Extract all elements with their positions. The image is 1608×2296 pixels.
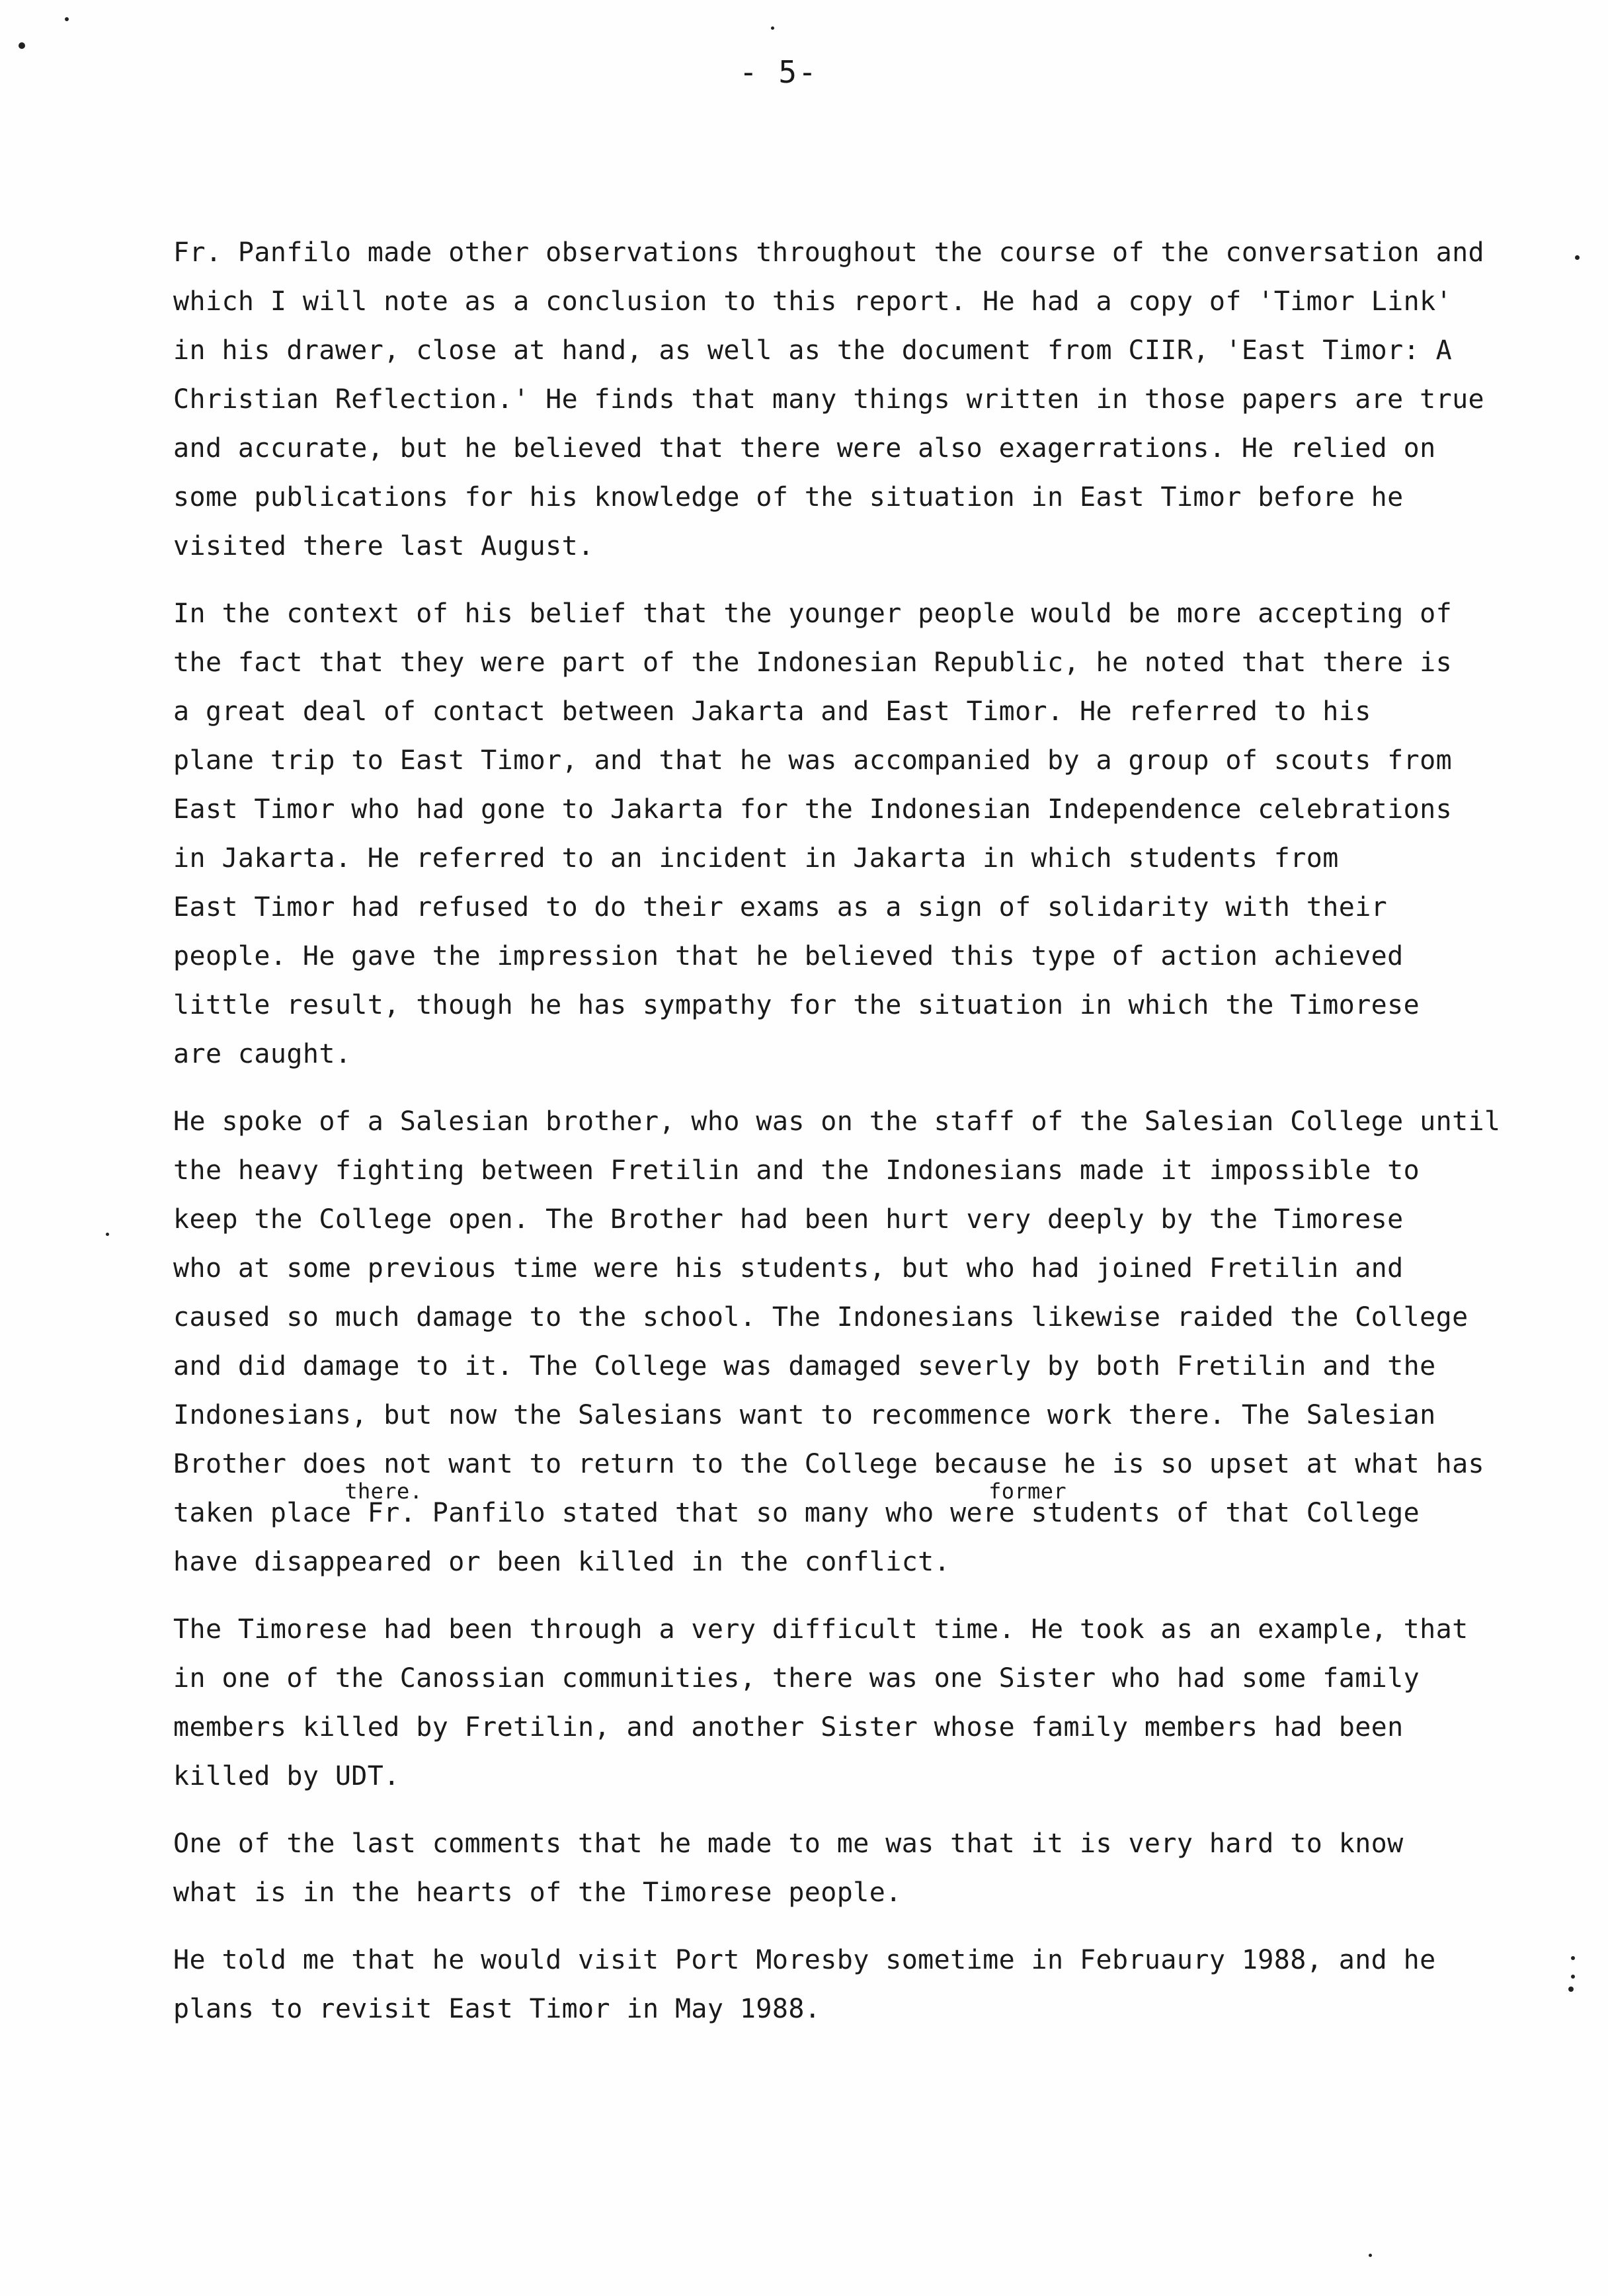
paragraph-3 (173, 1097, 1535, 1586)
paragraph-2 (173, 589, 1535, 1079)
paragraph-6 (173, 1936, 1535, 2033)
scan-speck (19, 42, 25, 49)
text-line: are caught. (173, 1039, 352, 1069)
text-line: killed by UDT. (173, 1761, 400, 1791)
scan-speck (1568, 1987, 1574, 1992)
text-line: visited there last August. (173, 531, 594, 561)
text-line: Fr. Panfilo made other observations throughout the course of the conversation and (173, 237, 1485, 268)
text-line: Christian Reflection.' He finds that many things written in those papers are true (173, 384, 1485, 415)
handwritten-insertion-former: former (988, 1479, 1067, 1504)
text-segment: Fr. Panfilo stated that so many who were (351, 1498, 1016, 1528)
text-line: some publications for his knowledge of the situation in East Timor before he (173, 482, 1404, 512)
page-number: - 5- (739, 54, 818, 90)
text-line: keep the College open. The Brother had been hurt very deeply by the Timorese (173, 1204, 1404, 1235)
text-line: in one of the Canossian communities, there was one Sister who had some family (173, 1663, 1420, 1694)
scan-speck (1369, 2254, 1372, 2257)
text-line: plans to revisit East Timor in May 1988. (173, 1994, 821, 2024)
text-line: He told me that he would visit Port Moresby sometime in Februaury 1988, and he (173, 1945, 1436, 1975)
scan-speck (1571, 1956, 1575, 1960)
text-line: East Timor had refused to do their exams as a sign of solidarity with their (173, 892, 1388, 922)
text-line: plane trip to East Timor, and that he was accompanied by a group of scouts from (173, 745, 1453, 776)
text-line: and accurate, but he believed that there were also exagerrations. He relied on (173, 433, 1436, 464)
text-line: Indonesians, but now the Salesians want to recommence work there. The Salesian (173, 1400, 1436, 1430)
text-segment: taken place (173, 1498, 352, 1528)
text-line: people. He gave the impression that he believed this type of action achieved (173, 941, 1404, 971)
text-line: a great deal of contact between Jakarta and East Timor. He referred to his (173, 696, 1371, 727)
text-line-with-insertions (173, 1479, 1535, 1538)
report-body (173, 228, 1535, 2052)
text-line: and did damage to it. The College was damaged severly by both Fretilin and the (173, 1351, 1436, 1381)
text-line: what is in the hearts of the Timorese people. (173, 1877, 902, 1908)
text-line: Brother does not want to return to the College because he is so upset at what has (173, 1449, 1485, 1479)
text-line: the fact that they were part of the Indonesian Republic, he noted that there is (173, 647, 1453, 678)
text-line: little result, though he has sympathy for the situation in which the Timorese (173, 990, 1420, 1020)
text-line: which I will note as a conclusion to this report. He had a copy of 'Timor Link' (173, 286, 1453, 317)
text-line: in his drawer, close at hand, as well as the document from CIIR, 'East Timor: A (173, 335, 1453, 366)
text-line: in Jakarta. He referred to an incident in Jakarta in which students from (173, 843, 1339, 874)
text-line: In the context of his belief that the younger people would be more accepting of (173, 598, 1453, 629)
text-line: East Timor who had gone to Jakarta for the Indonesian Independence celebrations (173, 794, 1453, 825)
handwritten-insertion-there: there. (344, 1479, 423, 1504)
text-line: members killed by Fretilin, and another Sister whose family members had been (173, 1712, 1404, 1742)
scan-speck (65, 17, 69, 21)
text-line: He spoke of a Salesian brother, who was on the staff of the Salesian College until (173, 1106, 1501, 1137)
scan-speck (1575, 255, 1580, 260)
text-segment: students of that College (1015, 1498, 1420, 1528)
text-line: The Timorese had been through a very difficult time. He took as an example, that (173, 1614, 1468, 1645)
paragraph-5 (173, 1819, 1535, 1917)
scan-speck (106, 1233, 109, 1236)
paragraph-1 (173, 228, 1535, 571)
text-line: caused so much damage to the school. The Indonesians likewise raided the College (173, 1302, 1468, 1332)
scan-speck (1571, 1975, 1575, 1979)
text-line: One of the last comments that he made to me was that it is very hard to know (173, 1828, 1404, 1859)
text-line: have disappeared or been killed in the conflict. (173, 1547, 951, 1577)
scan-speck (771, 26, 774, 30)
text-line: the heavy fighting between Fretilin and the Indonesians made it impossible to (173, 1155, 1420, 1186)
text-line: who at some previous time were his students, but who had joined Fretilin and (173, 1253, 1404, 1284)
paragraph-4 (173, 1605, 1535, 1801)
